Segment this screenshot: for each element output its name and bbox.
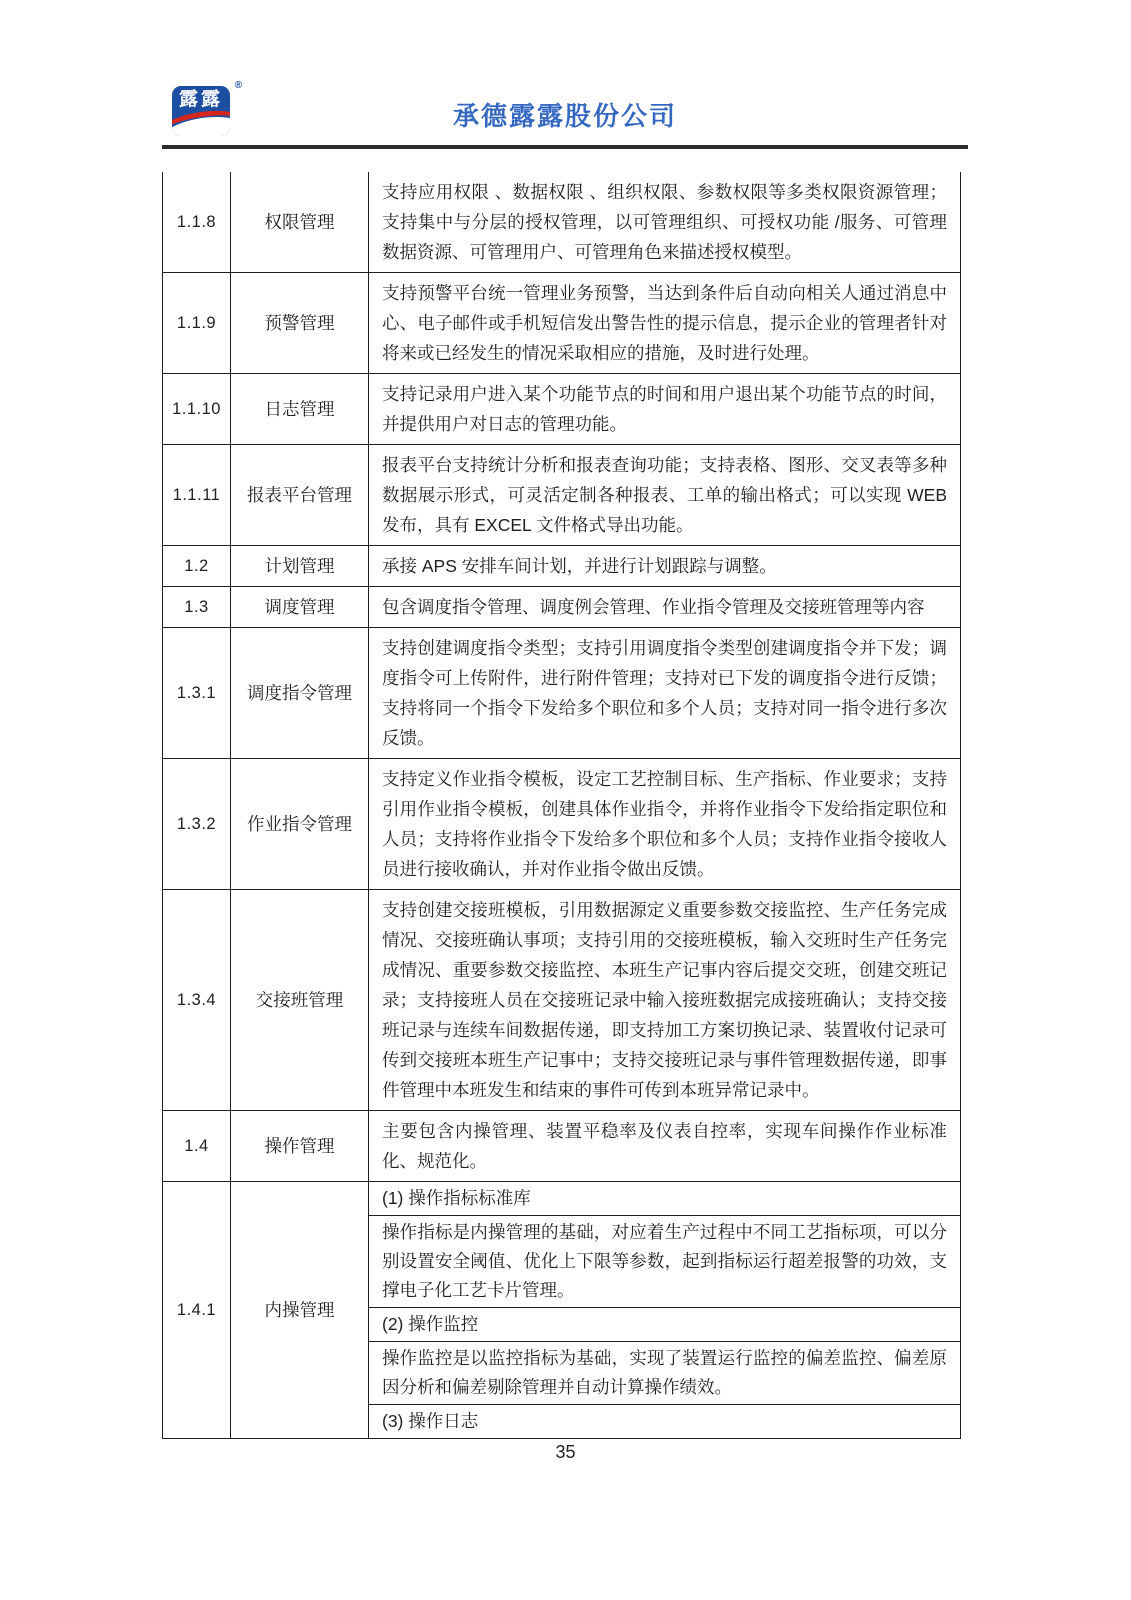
row-number: 1.3.1 [163,628,231,759]
requirements-table [162,172,961,1439]
table-row [163,1111,961,1182]
header-divider [162,145,968,149]
row-number: 1.4.1 [163,1182,231,1439]
row-module-name: 计划管理 [231,546,369,587]
row-module-name: 作业指令管理 [231,759,369,890]
table-row [163,587,961,628]
sub-row-item: (2) 操作监控 [369,1307,960,1341]
row-number: 1.4 [163,1111,231,1182]
row-module-name: 操作管理 [231,1111,369,1182]
table-row [163,628,961,759]
row-number: 1.1.8 [163,172,231,273]
row-description: 承接 APS 安排车间计划，并进行计划跟踪与调整。 [369,546,961,587]
row-description: 报表平台支持统计分析和报表查询功能；支持表格、图形、交叉表等多种数据展示形式，可灵活定制各种报表、工单的输出格式；可以实现 WEB 发布，具有 EXCEL 文件格式导出功能。 [369,445,961,546]
row-number: 1.2 [163,546,231,587]
table-row [163,890,961,1111]
table-row [163,374,961,445]
table-row [163,273,961,374]
row-number: 1.3.2 [163,759,231,890]
row-description: 支持应用权限 、数据权限 、组织权限、参数权限等多类权限资源管理；支持集中与分层的授权管理，以可管理组织、可授权功能 /服务、可管理数据资源、可管理用户、可管理角色来描述授权模型。 [369,172,961,273]
row-module-name: 日志管理 [231,374,369,445]
row-module-name: 预警管理 [231,273,369,374]
row-module-name: 内操管理 [231,1182,369,1439]
row-description: 主要包含内操管理、装置平稳率及仪表自控率，实现车间操作作业标准化、规范化。 [369,1111,961,1182]
row-number: 1.3.4 [163,890,231,1111]
row-module-name: 报表平台管理 [231,445,369,546]
page-number: 35 [555,1442,576,1462]
row-module-name: 交接班管理 [231,890,369,1111]
sub-row-item: (3) 操作日志 [369,1404,960,1438]
row-description [369,1182,961,1439]
table-row [163,759,961,890]
row-description: 支持创建交接班模板，引用数据源定义重要参数交接监控、生产任务完成情况、交接班确认事项；支持引用的交接班模板，输入交班时生产任务完成情况、重要参数交接监控、本班生产记事内容后提交交班，创建交班记录；支持接班人员在交接班记录中输入接班数据完成接班确认；支持交接班记录与连续车间数据传递，即支持加工方案切换记录、装置收付记录可传到交接班本班生产记事中；支持交接班记录与事件管理数据传递，即事件管理中本班发生和结束的事件可传到本班异常记录中。 [369,890,961,1111]
row-number: 1.1.10 [163,374,231,445]
logo-text: 露露 [178,89,223,110]
table-row [163,172,961,273]
row-number: 1.1.11 [163,445,231,546]
row-module-name: 调度指令管理 [231,628,369,759]
table-row [163,445,961,546]
sub-row-para: 操作监控是以监控指标为基础，实现了装置运行监控的偏差监控、偏差原因分析和偏差剔除管理并自动计算操作绩效。 [369,1341,960,1404]
sub-row-item: (1) 操作指标标准库 [382,1188,531,1208]
sub-row-para: 操作指标是内操管理的基础，对应着生产过程中不同工艺指标项，可以分别设置安全阈值、优化上下限等参数，起到指标运行超差报警的功效，支撑电子化工艺卡片管理。 [369,1215,960,1307]
row-description: 支持定义作业指令模板，设定工艺控制目标、生产指标、作业要求；支持引用作业指令模板，创建具体作业指令，并将作业指令下发给指定职位和人员；支持将作业指令下发给多个职位和多个人员；支持作业指令接收人员进行接收确认，并对作业指令做出反馈。 [369,759,961,890]
table-row [163,1182,961,1439]
company-title: 承德露露股份公司 [452,101,677,131]
row-description: 包含调度指令管理、调度例会管理、作业指令管理及交接班管理等内容 [369,587,961,628]
row-module-name: 权限管理 [231,172,369,273]
row-description: 支持创建调度指令类型；支持引用调度指令类型创建调度指令并下发；调度指令可上传附件，进行附件管理；支持对已下发的调度指令进行反馈；支持将同一个指令下发给多个职位和多个人员；支持对同一指令进行多次反馈。 [369,628,961,759]
row-number: 1.1.9 [163,273,231,374]
registered-trademark-icon: ® [234,80,242,91]
row-number: 1.3 [163,587,231,628]
row-module-name: 调度管理 [231,587,369,628]
page-header [162,80,968,150]
table-row [163,546,961,587]
row-description: 支持预警平台统一管理业务预警，当达到条件后自动向相关人通过消息中心、电子邮件或手机短信发出警告性的提示信息，提示企业的管理者针对将来或已经发生的情况采取相应的措施，及时进行处理。 [369,273,961,374]
row-description: 支持记录用户进入某个功能节点的时间和用户退出某个功能节点的时间，并提供用户对日志的管理功能。 [369,374,961,445]
